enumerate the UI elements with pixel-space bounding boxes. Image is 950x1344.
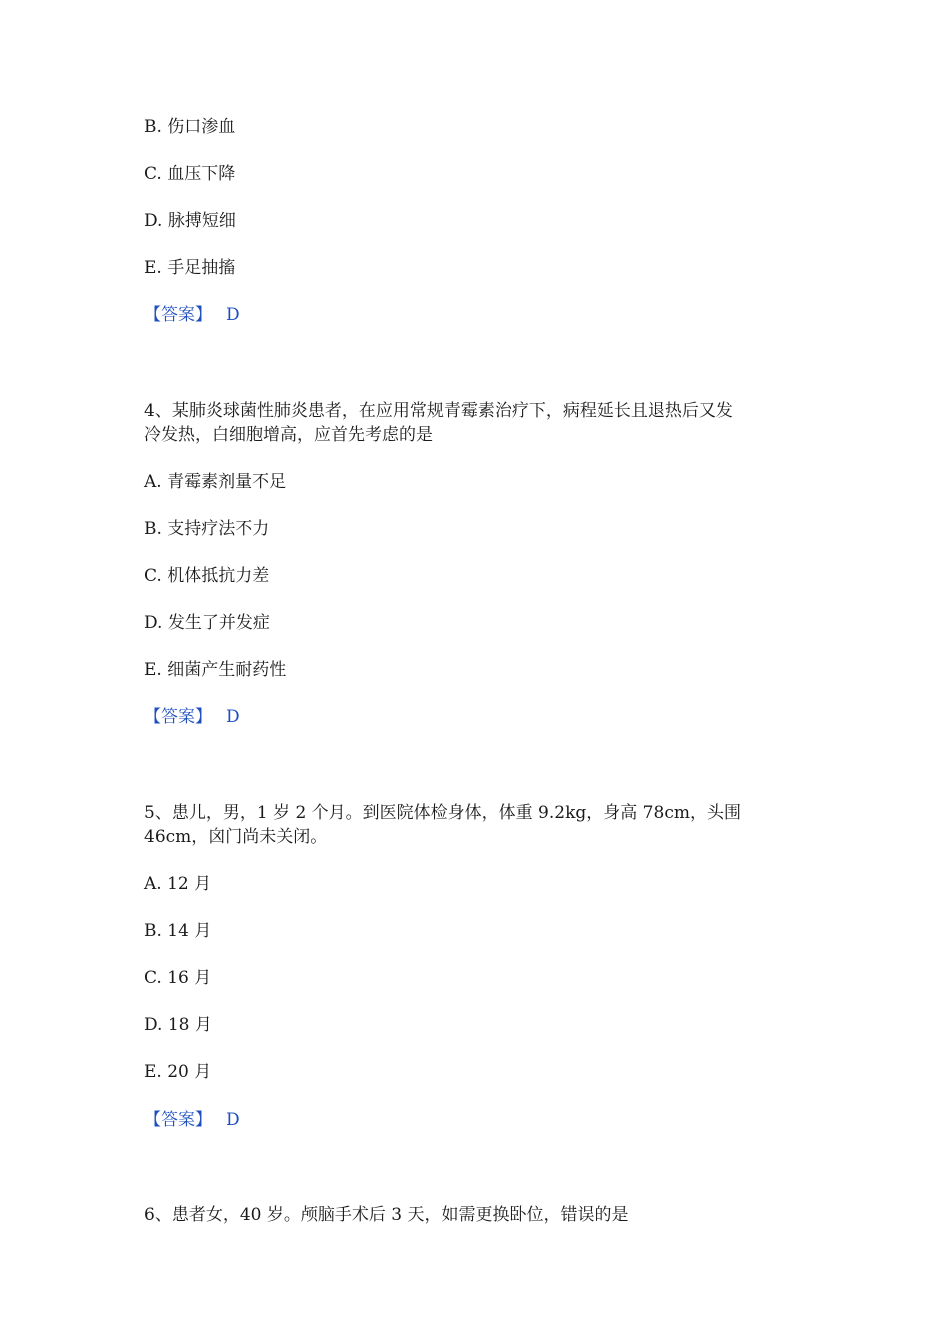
option-e: E. 手足抽搐	[144, 258, 236, 278]
answer-row	[144, 1110, 240, 1130]
answer-value: D	[226, 1110, 240, 1130]
answer-label: 【答案】	[144, 305, 212, 325]
option-b: B. 支持疗法不力	[144, 519, 270, 539]
question-4-stem-line-2: 冷发热，白细胞增高，应首先考虑的是	[144, 425, 433, 445]
question-5-stem-line-2: 46cm，囟门尚未关闭。	[144, 827, 328, 847]
answer-row	[144, 707, 240, 727]
option-d: D. 18 月	[144, 1015, 212, 1035]
answer-row	[144, 305, 240, 325]
option-b: B. 伤口渗血	[144, 117, 236, 137]
option-e: E. 细菌产生耐药性	[144, 660, 287, 680]
option-d: D. 脉搏短细	[144, 211, 236, 231]
question-5-stem-line-1: 5、患儿，男，1 岁 2 个月。到医院体检身体，体重 9.2kg，身高 78cm，头围	[144, 803, 741, 823]
answer-value: D	[226, 707, 240, 727]
answer-label: 【答案】	[144, 1110, 212, 1130]
option-c: C. 血压下降	[144, 164, 236, 184]
option-c: C. 16 月	[144, 968, 212, 988]
option-d: D. 发生了并发症	[144, 613, 270, 633]
answer-label: 【答案】	[144, 707, 212, 727]
option-a: A. 青霉素剂量不足	[144, 472, 287, 492]
option-c: C. 机体抵抗力差	[144, 566, 270, 586]
question-4-stem-line-1: 4、某肺炎球菌性肺炎患者，在应用常规青霉素治疗下，病程延长且退热后又发	[144, 401, 733, 421]
option-b: B. 14 月	[144, 921, 212, 941]
question-6-stem-line-1: 6、患者女，40 岁。颅脑手术后 3 天，如需更换卧位，错误的是	[144, 1205, 629, 1225]
answer-value: D	[226, 305, 240, 325]
option-a: A. 12 月	[144, 874, 212, 894]
option-e: E. 20 月	[144, 1062, 212, 1082]
